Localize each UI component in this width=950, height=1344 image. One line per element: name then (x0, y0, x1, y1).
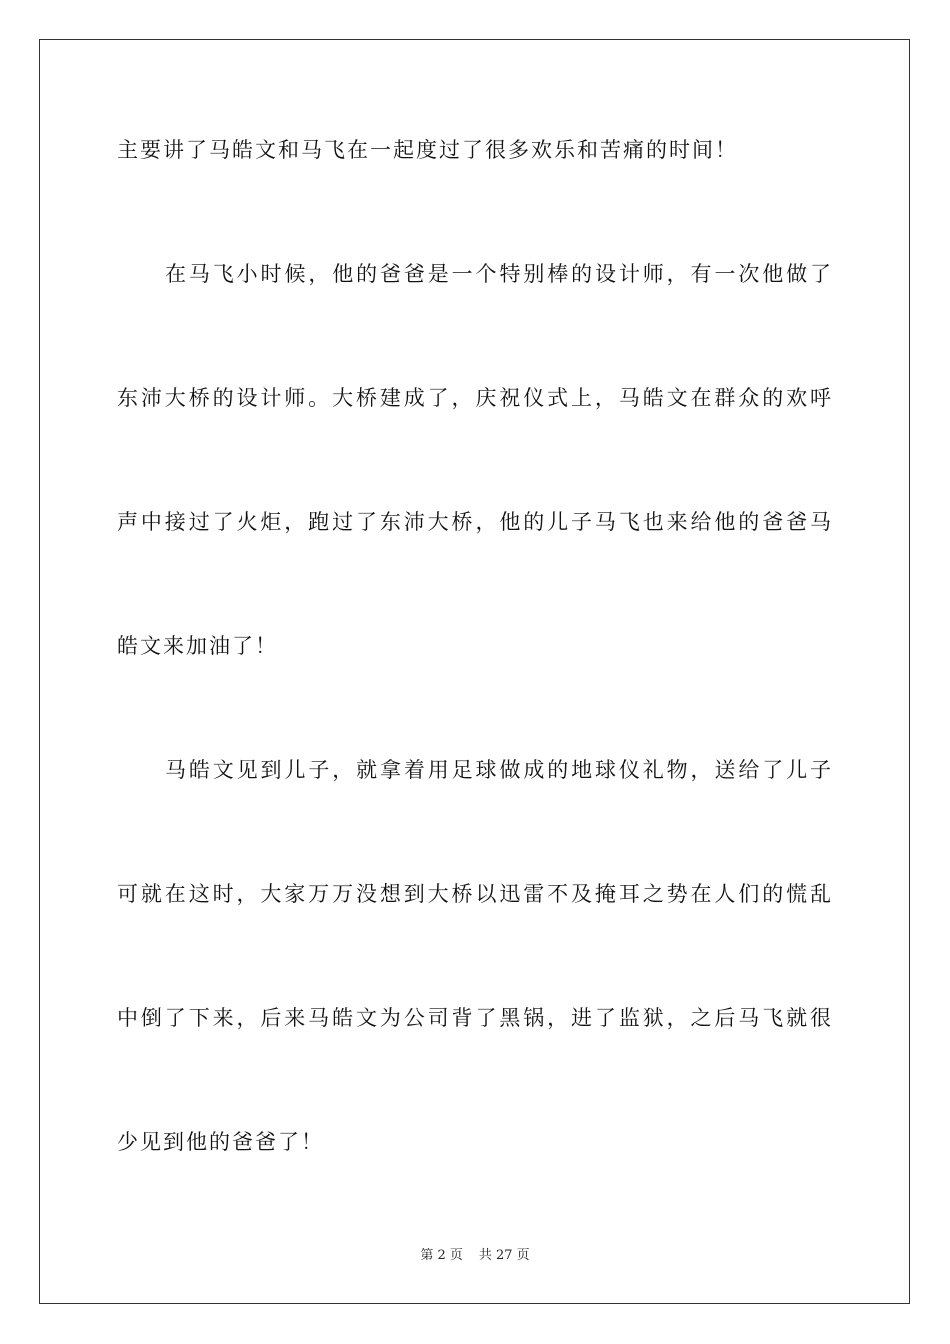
paragraph-line: 皓文来加油了！ (117, 634, 278, 658)
paragraph-line: 少见到他的爸爸了！ (117, 1130, 324, 1154)
total-pages: 共 27 页 (478, 1248, 530, 1263)
paragraph-line: 在马飞小时候，他的爸爸是一个特别棒的设计师，有一次他做了 (165, 262, 833, 286)
paragraph-line: 主要讲了马皓文和马飞在一起度过了很多欢乐和苦痛的时间！ (117, 138, 738, 162)
paragraph-line: 声中接过了火炬，跑过了东沛大桥，他的儿子马飞也来给他的爸爸马 (117, 510, 833, 534)
page-number: 第 2 页 (420, 1248, 463, 1263)
page-footer (0, 1247, 950, 1265)
paragraph-line: 马皓文见到儿子，就拿着用足球做成的地球仪礼物，送给了儿子 (165, 758, 833, 782)
page-border (39, 39, 910, 1304)
paragraph-line: 中倒了下来，后来马皓文为公司背了黑锅，进了监狱，之后马飞就很 (117, 1006, 833, 1030)
paragraph-line: 东沛大桥的设计师。大桥建成了，庆祝仪式上，马皓文在群众的欢呼 (117, 386, 833, 410)
paragraph-line: 可就在这时，大家万万没想到大桥以迅雷不及掩耳之势在人们的慌乱 (117, 882, 833, 906)
